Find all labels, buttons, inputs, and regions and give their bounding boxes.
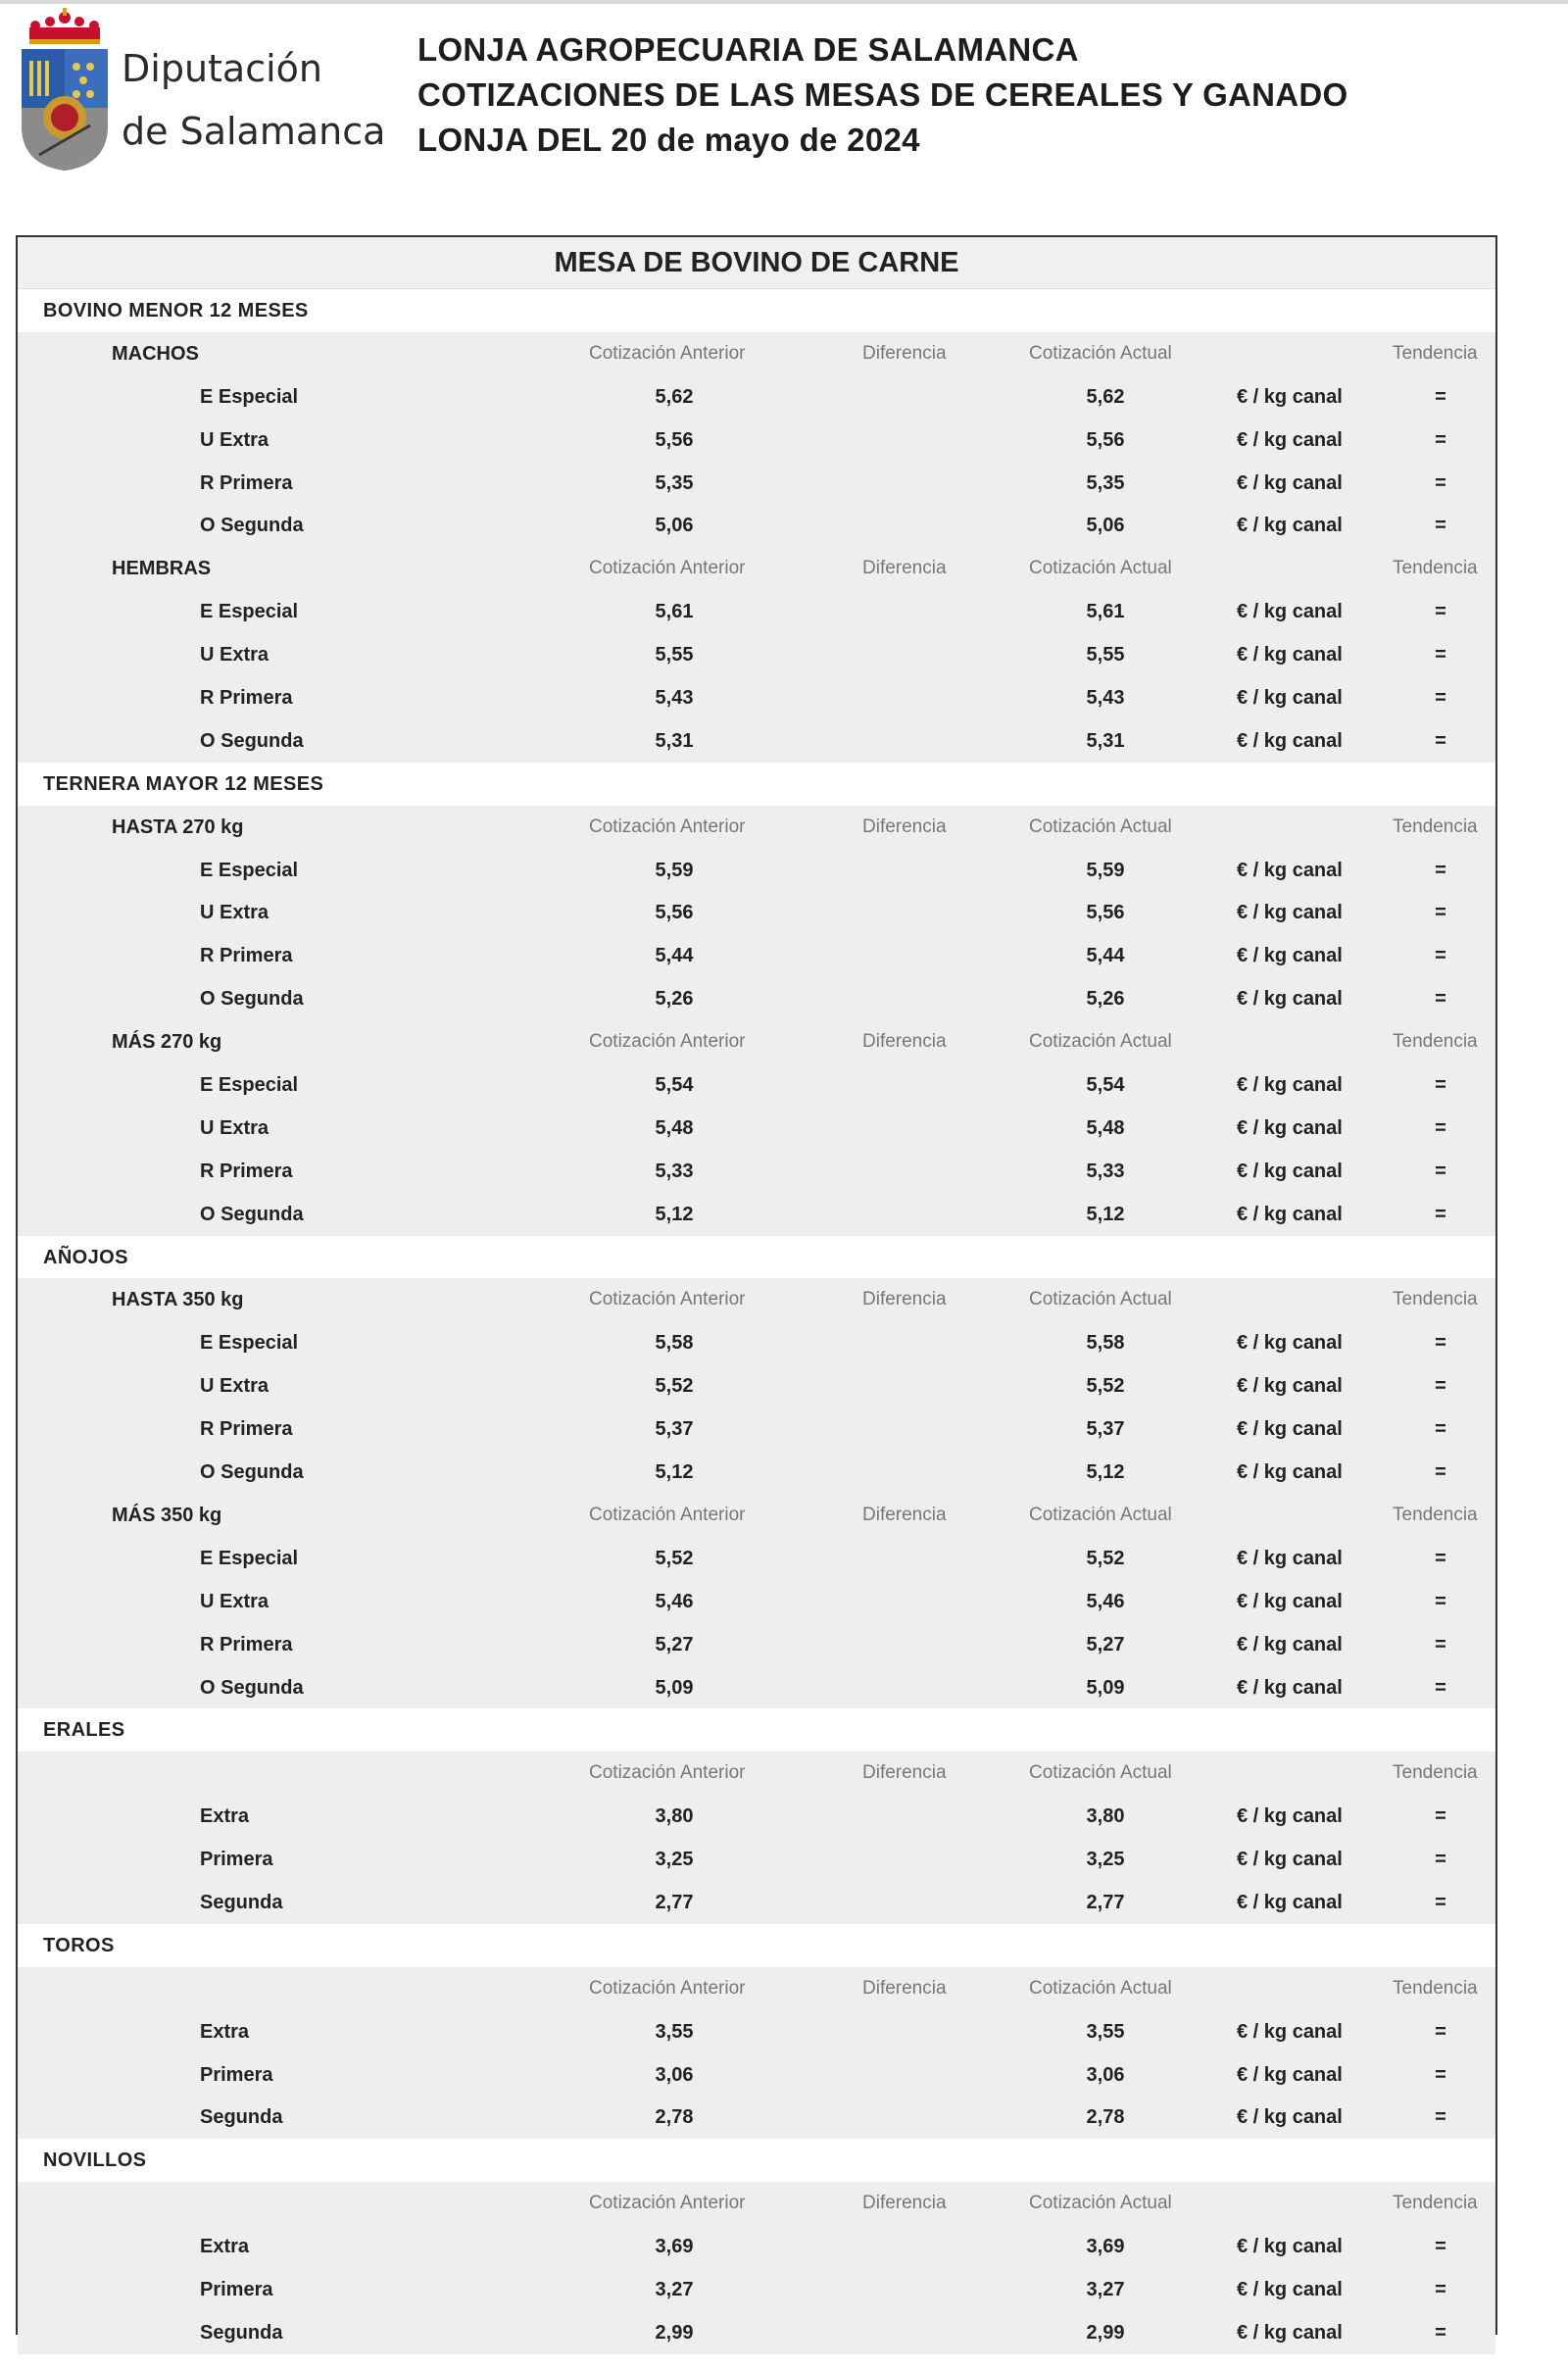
current-price: 5,59	[1086, 859, 1125, 881]
table-row	[18, 504, 1495, 547]
current-price: 5,12	[1086, 1203, 1125, 1225]
grade-label: O Segunda	[200, 988, 304, 1011]
grade-label: R Primera	[200, 1633, 293, 1655]
col-header-previous: Cotización Anterior	[589, 815, 746, 837]
col-header-difference: Diferencia	[862, 1289, 947, 1310]
previous-price: 5,62	[655, 385, 694, 408]
price-unit: € / kg canal	[1237, 1116, 1343, 1139]
col-header-previous: Cotización Anterior	[589, 1762, 746, 1784]
col-header-previous: Cotización Anterior	[589, 342, 746, 364]
trend-indicator: =	[1435, 1418, 1446, 1441]
price-unit: € / kg canal	[1237, 2321, 1343, 2344]
current-price: 5,35	[1086, 471, 1125, 494]
col-header-trend: Tendencia	[1393, 558, 1478, 579]
grade-label: O Segunda	[200, 1676, 304, 1699]
col-header-trend: Tendencia	[1393, 1762, 1478, 1784]
price-unit: € / kg canal	[1237, 1590, 1343, 1612]
price-unit: € / kg canal	[1237, 385, 1343, 408]
previous-price: 5,43	[655, 687, 694, 710]
previous-price: 2,78	[655, 2106, 694, 2129]
column-header-row	[18, 1020, 1495, 1063]
price-unit: € / kg canal	[1237, 1633, 1343, 1655]
previous-price: 3,27	[655, 2278, 694, 2300]
price-unit: € / kg canal	[1237, 428, 1343, 451]
title-line-3: LONJA DEL 20 de mayo de 2024	[417, 122, 920, 158]
col-header-current: Cotización Actual	[1029, 342, 1172, 364]
current-price: 5,48	[1086, 1116, 1125, 1139]
table-row	[18, 2096, 1495, 2139]
previous-price: 5,52	[655, 1375, 694, 1398]
document-title	[417, 27, 1348, 163]
current-price: 5,55	[1086, 644, 1125, 667]
col-header-current: Cotización Actual	[1029, 815, 1172, 837]
col-header-trend: Tendencia	[1393, 2193, 1478, 2214]
current-price: 5,62	[1086, 385, 1125, 408]
previous-price: 5,26	[655, 988, 694, 1011]
page-header	[0, 0, 1568, 186]
table-row	[18, 1150, 1495, 1193]
price-unit: € / kg canal	[1237, 859, 1343, 881]
col-header-previous: Cotización Anterior	[589, 1977, 746, 1999]
trend-indicator: =	[1435, 385, 1446, 408]
previous-price: 5,55	[655, 644, 694, 667]
category-row	[18, 1236, 1495, 1279]
table-row	[18, 462, 1495, 505]
table-row	[18, 2225, 1495, 2268]
trend-indicator: =	[1435, 1461, 1446, 1484]
current-price: 5,58	[1086, 1332, 1125, 1355]
table-row	[18, 676, 1495, 719]
title-line-2: COTIZACIONES DE LAS MESAS DE CEREALES Y GANADO	[417, 76, 1348, 113]
table-row	[18, 2053, 1495, 2097]
price-unit: € / kg canal	[1237, 1547, 1343, 1569]
table-row	[18, 2010, 1495, 2053]
trend-indicator: =	[1435, 2278, 1446, 2300]
subcategory-label: HEMBRAS	[112, 558, 212, 580]
trend-indicator: =	[1435, 2321, 1446, 2344]
col-header-difference: Diferencia	[862, 342, 947, 364]
previous-price: 5,56	[655, 428, 694, 451]
trend-indicator: =	[1435, 1332, 1446, 1355]
price-table	[16, 235, 1497, 2344]
trend-indicator: =	[1435, 644, 1446, 667]
price-unit: € / kg canal	[1237, 471, 1343, 494]
current-price: 5,12	[1086, 1461, 1125, 1484]
previous-price: 5,37	[655, 1418, 694, 1441]
table-row	[18, 849, 1495, 892]
grade-label: O Segunda	[200, 729, 304, 752]
subcategory-label: MÁS 270 kg	[112, 1031, 222, 1054]
trend-indicator: =	[1435, 2020, 1446, 2043]
previous-price: 5,12	[655, 1203, 694, 1225]
current-price: 2,78	[1086, 2106, 1125, 2129]
previous-price: 5,44	[655, 945, 694, 967]
price-unit: € / kg canal	[1237, 1160, 1343, 1182]
price-unit: € / kg canal	[1237, 687, 1343, 710]
table-row	[18, 719, 1495, 763]
trend-indicator: =	[1435, 1633, 1446, 1655]
table-row	[18, 1623, 1495, 1666]
current-price: 5,56	[1086, 428, 1125, 451]
col-header-trend: Tendencia	[1393, 1289, 1478, 1310]
grade-label: O Segunda	[200, 515, 304, 537]
category-label: BOVINO MENOR 12 MESES	[43, 300, 309, 321]
grade-label: Segunda	[200, 2321, 283, 2344]
trend-indicator: =	[1435, 1203, 1446, 1225]
table-row	[18, 375, 1495, 419]
current-price: 5,37	[1086, 1418, 1125, 1441]
current-price: 2,99	[1086, 2321, 1125, 2344]
grade-label: E Especial	[200, 1074, 299, 1097]
current-price: 3,69	[1086, 2236, 1125, 2258]
category-row	[18, 289, 1495, 332]
previous-price: 2,99	[655, 2321, 694, 2344]
table-row	[18, 590, 1495, 633]
grade-label: R Primera	[200, 1418, 293, 1441]
trend-indicator: =	[1435, 1891, 1446, 1913]
previous-price: 5,52	[655, 1547, 694, 1569]
previous-price: 5,31	[655, 729, 694, 752]
previous-price: 5,56	[655, 902, 694, 924]
trend-indicator: =	[1435, 1160, 1446, 1182]
current-price: 3,27	[1086, 2278, 1125, 2300]
col-header-current: Cotización Actual	[1029, 2193, 1172, 2214]
grade-label: R Primera	[200, 1160, 293, 1182]
col-header-current: Cotización Actual	[1029, 1031, 1172, 1053]
price-unit: € / kg canal	[1237, 1203, 1343, 1225]
previous-price: 5,61	[655, 601, 694, 623]
current-price: 5,27	[1086, 1633, 1125, 1655]
price-unit: € / kg canal	[1237, 2020, 1343, 2043]
trend-indicator: =	[1435, 1074, 1446, 1097]
trend-indicator: =	[1435, 471, 1446, 494]
previous-price: 5,33	[655, 1160, 694, 1182]
table-row	[18, 419, 1495, 462]
col-header-difference: Diferencia	[862, 558, 947, 579]
subcategory-label: HASTA 270 kg	[112, 815, 244, 838]
col-header-previous: Cotización Anterior	[589, 1031, 746, 1053]
price-unit: € / kg canal	[1237, 1418, 1343, 1441]
grade-label: U Extra	[200, 902, 270, 924]
table-row	[18, 1193, 1495, 1236]
grade-label: Extra	[200, 2236, 250, 2258]
category-row	[18, 1924, 1495, 1967]
grade-label: E Especial	[200, 601, 299, 623]
price-unit: € / kg canal	[1237, 2063, 1343, 2086]
org-name-line1: Diputación	[122, 47, 322, 90]
grade-label: R Primera	[200, 687, 293, 710]
trend-indicator: =	[1435, 2063, 1446, 2086]
table-row	[18, 2268, 1495, 2311]
column-header-row	[18, 1752, 1495, 1795]
category-label: NOVILLOS	[43, 2149, 147, 2172]
col-header-difference: Diferencia	[862, 1762, 947, 1784]
current-price: 5,56	[1086, 902, 1125, 924]
price-unit: € / kg canal	[1237, 902, 1343, 924]
current-price: 5,31	[1086, 729, 1125, 752]
column-header-row	[18, 2182, 1495, 2225]
column-header-row	[18, 547, 1495, 590]
grade-label: E Especial	[200, 1547, 299, 1569]
subcategory-label: MÁS 350 kg	[112, 1504, 222, 1526]
table-row	[18, 1666, 1495, 1709]
col-header-difference: Diferencia	[862, 2193, 947, 2214]
previous-price: 5,35	[655, 471, 694, 494]
col-header-previous: Cotización Anterior	[589, 1289, 746, 1310]
table-row	[18, 934, 1495, 977]
column-header-row	[18, 332, 1495, 375]
column-header-row	[18, 1494, 1495, 1537]
trend-indicator: =	[1435, 601, 1446, 623]
current-price: 3,25	[1086, 1849, 1125, 1871]
table-row	[18, 1451, 1495, 1494]
table-row	[18, 1063, 1495, 1107]
col-header-difference: Diferencia	[862, 1504, 947, 1525]
current-price: 3,06	[1086, 2063, 1125, 2086]
current-price: 5,06	[1086, 515, 1125, 537]
current-price: 5,44	[1086, 945, 1125, 967]
table-row	[18, 2311, 1495, 2354]
grade-label: Primera	[200, 2063, 273, 2086]
price-unit: € / kg canal	[1237, 2106, 1343, 2129]
current-price: 2,77	[1086, 1891, 1125, 1913]
trend-indicator: =	[1435, 729, 1446, 752]
category-label: ERALES	[43, 1719, 125, 1742]
previous-price: 3,25	[655, 1849, 694, 1871]
trend-indicator: =	[1435, 687, 1446, 710]
col-header-trend: Tendencia	[1393, 342, 1478, 364]
previous-price: 5,12	[655, 1461, 694, 1484]
trend-indicator: =	[1435, 428, 1446, 451]
current-price: 5,09	[1086, 1676, 1125, 1699]
table-row	[18, 633, 1495, 676]
column-header-row	[18, 1278, 1495, 1321]
price-unit: € / kg canal	[1237, 1849, 1343, 1871]
current-price: 5,52	[1086, 1547, 1125, 1569]
current-price: 3,80	[1086, 1805, 1125, 1828]
table-row	[18, 891, 1495, 934]
col-header-difference: Diferencia	[862, 1031, 947, 1053]
table-row	[18, 1580, 1495, 1623]
price-unit: € / kg canal	[1237, 1375, 1343, 1398]
current-price: 5,52	[1086, 1375, 1125, 1398]
col-header-trend: Tendencia	[1393, 1031, 1478, 1053]
category-row	[18, 2139, 1495, 2182]
grade-label: E Especial	[200, 1332, 299, 1355]
current-price: 5,46	[1086, 1590, 1125, 1612]
grade-label: E Especial	[200, 859, 299, 881]
coat-of-arms-icon	[16, 8, 114, 174]
col-header-current: Cotización Actual	[1029, 1977, 1172, 1999]
table-row	[18, 1107, 1495, 1150]
col-header-trend: Tendencia	[1393, 1504, 1478, 1525]
previous-price: 5,06	[655, 515, 694, 537]
table-row	[18, 1795, 1495, 1838]
trend-indicator: =	[1435, 1116, 1446, 1139]
category-label: TERNERA MAYOR 12 MESES	[43, 772, 324, 795]
table-row	[18, 977, 1495, 1020]
trend-indicator: =	[1435, 1375, 1446, 1398]
table-title: MESA DE BOVINO DE CARNE	[18, 237, 1495, 289]
price-unit: € / kg canal	[1237, 1332, 1343, 1355]
grade-label: U Extra	[200, 1116, 270, 1139]
col-header-current: Cotización Actual	[1029, 1289, 1172, 1310]
table-body	[18, 289, 1495, 2354]
table-row	[18, 1364, 1495, 1408]
trend-indicator: =	[1435, 859, 1446, 881]
trend-indicator: =	[1435, 1676, 1446, 1699]
col-header-current: Cotización Actual	[1029, 1762, 1172, 1784]
previous-price: 5,09	[655, 1676, 694, 1699]
price-unit: € / kg canal	[1237, 1461, 1343, 1484]
grade-label: O Segunda	[200, 1461, 304, 1484]
grade-label: R Primera	[200, 945, 293, 967]
trend-indicator: =	[1435, 1590, 1446, 1612]
category-label: AÑOJOS	[43, 1246, 128, 1268]
trend-indicator: =	[1435, 515, 1446, 537]
previous-price: 3,55	[655, 2020, 694, 2043]
column-header-row	[18, 1967, 1495, 2010]
grade-label: U Extra	[200, 644, 270, 667]
price-unit: € / kg canal	[1237, 2236, 1343, 2258]
grade-label: Segunda	[200, 1891, 283, 1913]
category-row	[18, 763, 1495, 806]
price-unit: € / kg canal	[1237, 988, 1343, 1011]
price-unit: € / kg canal	[1237, 601, 1343, 623]
table-row	[18, 1537, 1495, 1580]
col-header-trend: Tendencia	[1393, 815, 1478, 837]
grade-label: Segunda	[200, 2106, 283, 2129]
price-unit: € / kg canal	[1237, 1074, 1343, 1097]
previous-price: 5,27	[655, 1633, 694, 1655]
col-header-previous: Cotización Anterior	[589, 1504, 746, 1525]
col-header-previous: Cotización Anterior	[589, 558, 746, 579]
grade-label: Primera	[200, 1849, 273, 1871]
trend-indicator: =	[1435, 1805, 1446, 1828]
current-price: 5,33	[1086, 1160, 1125, 1182]
price-unit: € / kg canal	[1237, 644, 1343, 667]
table-row	[18, 1838, 1495, 1881]
previous-price: 5,46	[655, 1590, 694, 1612]
trend-indicator: =	[1435, 1547, 1446, 1569]
table-row	[18, 1881, 1495, 1924]
price-unit: € / kg canal	[1237, 2278, 1343, 2300]
trend-indicator: =	[1435, 945, 1446, 967]
grade-label: Extra	[200, 1805, 250, 1828]
current-price: 5,54	[1086, 1074, 1125, 1097]
price-unit: € / kg canal	[1237, 945, 1343, 967]
trend-indicator: =	[1435, 902, 1446, 924]
col-header-current: Cotización Actual	[1029, 558, 1172, 579]
grade-label: O Segunda	[200, 1203, 304, 1225]
previous-price: 5,54	[655, 1074, 694, 1097]
trend-indicator: =	[1435, 1849, 1446, 1871]
grade-label: U Extra	[200, 1590, 270, 1612]
grade-label: Primera	[200, 2278, 273, 2300]
grade-label: R Primera	[200, 471, 293, 494]
col-header-difference: Diferencia	[862, 1977, 947, 1999]
col-header-previous: Cotización Anterior	[589, 2193, 746, 2214]
previous-price: 2,77	[655, 1891, 694, 1913]
price-unit: € / kg canal	[1237, 1891, 1343, 1913]
col-header-trend: Tendencia	[1393, 1977, 1478, 1999]
category-label: TOROS	[43, 1934, 115, 1956]
grade-label: U Extra	[200, 428, 270, 451]
current-price: 3,55	[1086, 2020, 1125, 2043]
col-header-difference: Diferencia	[862, 815, 947, 837]
diputacion-logo	[16, 8, 386, 174]
subcategory-label: HASTA 350 kg	[112, 1289, 244, 1311]
price-unit: € / kg canal	[1237, 729, 1343, 752]
table-row	[18, 1408, 1495, 1451]
trend-indicator: =	[1435, 2106, 1446, 2129]
previous-price: 3,69	[655, 2236, 694, 2258]
current-price: 5,61	[1086, 601, 1125, 623]
subcategory-label: MACHOS	[112, 342, 199, 365]
grade-label: E Especial	[200, 385, 299, 408]
title-line-1: LONJA AGROPECUARIA DE SALAMANCA	[417, 31, 1079, 68]
price-unit: € / kg canal	[1237, 1676, 1343, 1699]
previous-price: 3,80	[655, 1805, 694, 1828]
grade-label: U Extra	[200, 1375, 270, 1398]
previous-price: 5,48	[655, 1116, 694, 1139]
org-name-line2: de Salamanca	[122, 110, 386, 153]
column-header-row	[18, 806, 1495, 849]
current-price: 5,26	[1086, 988, 1125, 1011]
trend-indicator: =	[1435, 988, 1446, 1011]
category-row	[18, 1708, 1495, 1752]
grade-label: Extra	[200, 2020, 250, 2043]
previous-price: 5,58	[655, 1332, 694, 1355]
price-unit: € / kg canal	[1237, 1805, 1343, 1828]
current-price: 5,43	[1086, 687, 1125, 710]
previous-price: 5,59	[655, 859, 694, 881]
table-row	[18, 1321, 1495, 1364]
col-header-current: Cotización Actual	[1029, 1504, 1172, 1525]
previous-price: 3,06	[655, 2063, 694, 2086]
price-unit: € / kg canal	[1237, 515, 1343, 537]
trend-indicator: =	[1435, 2236, 1446, 2258]
